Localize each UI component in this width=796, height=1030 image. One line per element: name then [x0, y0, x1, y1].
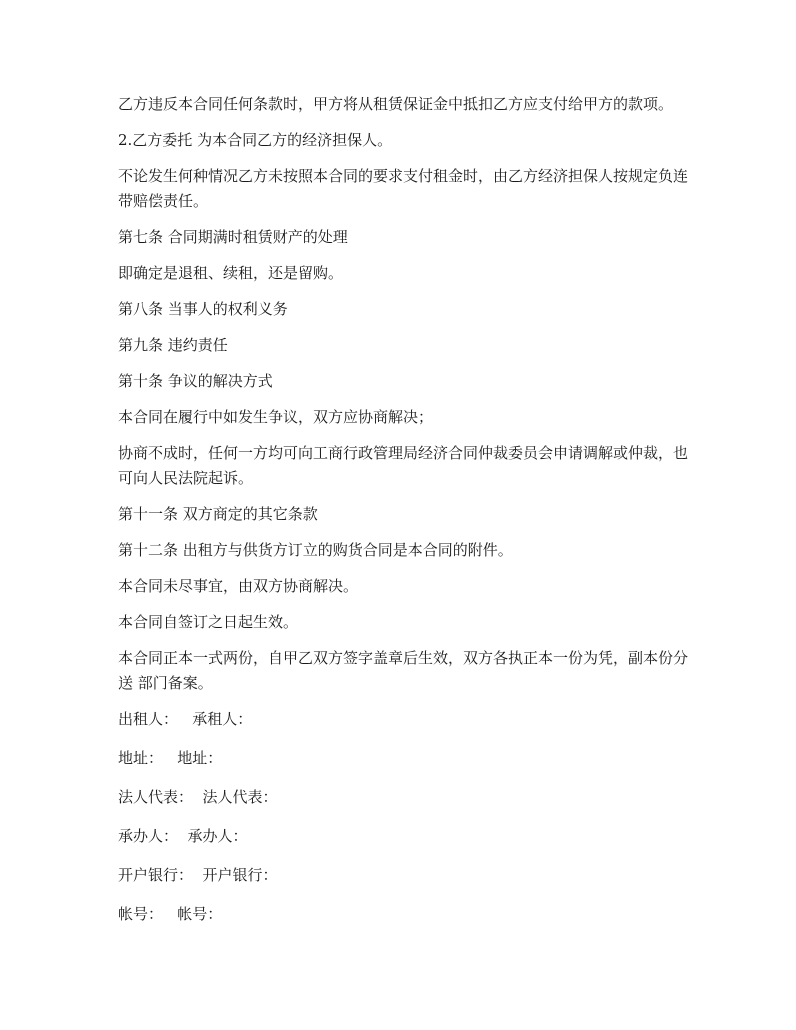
paragraph-arbitration: 协商不成时，任何一方均可向工商行政管理局经济合同仲裁委员会申请调解或仲裁，也可向人民法院起诉。	[118, 444, 689, 487]
article-9-heading: 第九条 违约责任	[118, 336, 228, 354]
paragraph-joint-liability: 不论发生何种情况乙方未按照本合同的要求支付租金时，由乙方经济担保人按规定负连带赔偿责任。	[118, 167, 689, 210]
signature-legal-representative: 法人代表： 法人代表：	[118, 788, 278, 806]
signature-handler: 承办人： 承办人：	[118, 827, 248, 845]
paragraph-expiry-options: 即确定是退租、续租，还是留购。	[118, 264, 344, 282]
paragraph-copies: 本合同正本一式两份，自甲乙双方签字盖章后生效，双方各执正本一份为凭，副本份分送 部门备案。	[118, 649, 689, 692]
paragraph-deposit-deduction: 乙方违反本合同任何条款时，甲方将从租赁保证金中抵扣乙方应支付给甲方的款项。	[118, 95, 674, 113]
article-8-heading: 第八条 当事人的权利义务	[118, 300, 288, 318]
signature-bank: 开户银行： 开户银行：	[118, 866, 278, 884]
article-12-heading: 第十二条 出租方与供货方订立的购货合同是本合同的附件。	[118, 541, 513, 559]
paragraph-unresolved-matters: 本合同未尽事宜，由双方协商解决。	[118, 577, 359, 595]
paragraph-effective-date: 本合同自签订之日起生效。	[118, 613, 299, 631]
paragraph-guarantor: 2.乙方委托 为本合同乙方的经济担保人。	[118, 131, 393, 149]
article-11-heading: 第十一条 双方商定的其它条款	[118, 505, 318, 523]
signature-account: 帐号： 帐号：	[118, 905, 223, 923]
article-10-heading: 第十条 争议的解决方式	[118, 372, 273, 390]
article-7-heading: 第七条 合同期满时租赁财产的处理	[118, 228, 348, 246]
document-body	[118, 92, 688, 941]
signature-address: 地址： 地址：	[118, 749, 223, 767]
paragraph-dispute-negotiation: 本合同在履行中如发生争议，双方应协商解决；	[118, 408, 434, 426]
signature-lessor-lessee: 出租人： 承租人：	[118, 710, 253, 728]
